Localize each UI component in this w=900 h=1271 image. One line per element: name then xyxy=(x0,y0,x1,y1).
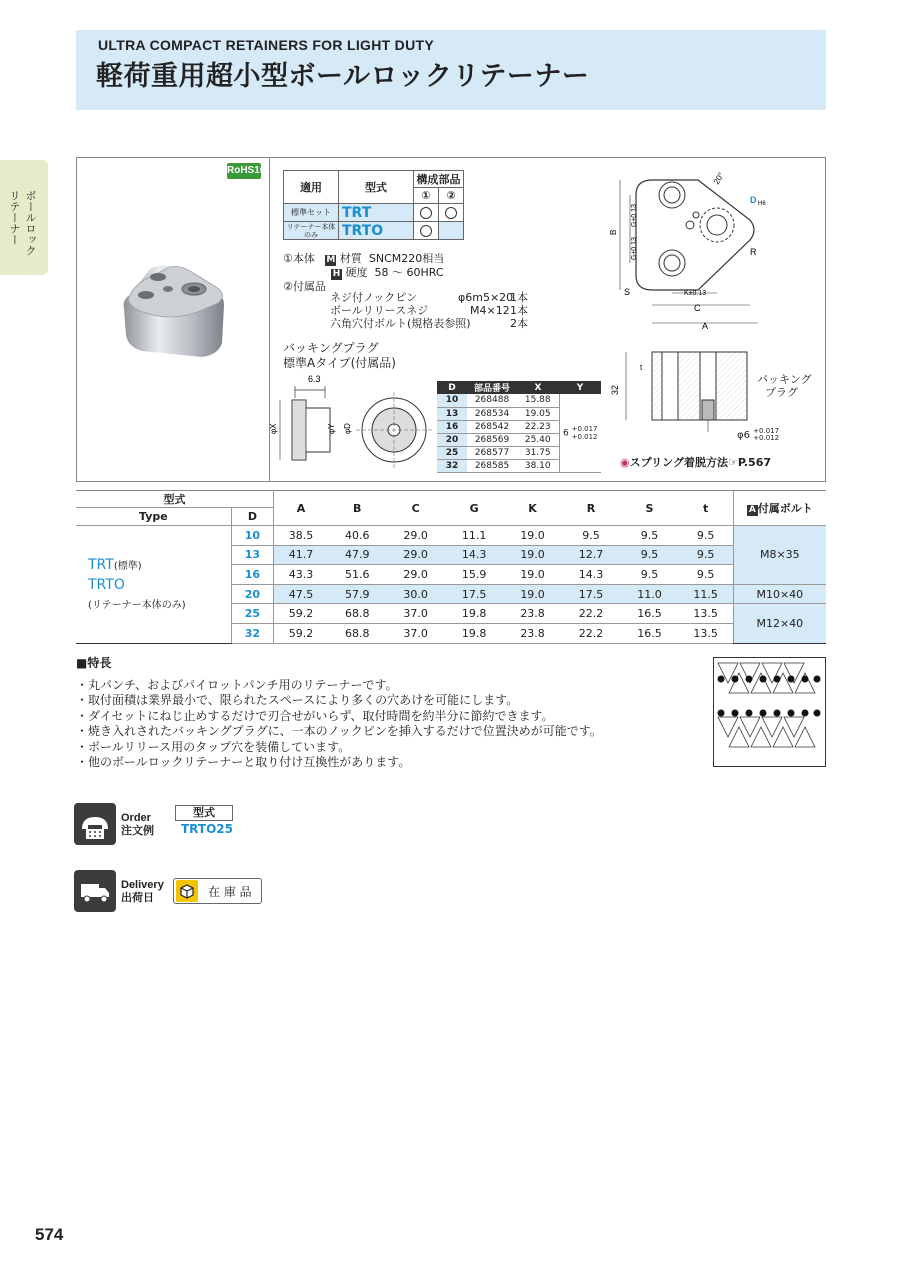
d-value: 16 xyxy=(231,565,273,585)
plug-part: 268585 xyxy=(467,459,517,472)
plug-title-2: 標準Aタイプ(付属品) xyxy=(283,356,396,370)
type-trt-main[interactable]: TRT xyxy=(88,557,114,574)
svg-text:φY: φY xyxy=(327,423,336,434)
acc1-spec: φ6m5×20 xyxy=(458,291,514,304)
th-t: t xyxy=(679,491,733,526)
svg-text:C: C xyxy=(694,303,701,313)
th-bolt-label: 付属ボルト xyxy=(757,502,813,515)
hardness-value: 58 ～ 60HRC xyxy=(374,266,444,279)
retainer-top-view-drawing xyxy=(600,165,820,340)
plug-part: 268577 xyxy=(467,446,517,459)
spec-block xyxy=(283,252,444,293)
g-value: 15.9 xyxy=(445,565,503,585)
svg-text:G±0.13: G±0.13 xyxy=(631,204,638,227)
th-type: 型式 xyxy=(339,171,414,204)
s-value: 16.5 xyxy=(620,623,678,643)
c-value: 37.0 xyxy=(386,623,444,643)
spring-ref-page: P.567 xyxy=(737,456,772,469)
retainer-side-view-drawing xyxy=(600,340,750,450)
b-value: 57.9 xyxy=(328,584,386,604)
d-value: 10 xyxy=(231,526,273,546)
b-value: 68.8 xyxy=(328,623,386,643)
truck-icon xyxy=(74,870,116,912)
t-value: 13.5 xyxy=(679,604,733,624)
plug-th-x: X xyxy=(517,381,559,394)
plug-d: 25 xyxy=(437,446,467,459)
d-value: 20 xyxy=(231,584,273,604)
a-value: 59.2 xyxy=(274,623,328,643)
plug-part: 268488 xyxy=(467,394,517,407)
plug-d: 13 xyxy=(437,407,467,420)
acc3-qty: 2本 xyxy=(510,317,528,330)
th-b: B xyxy=(328,491,386,526)
layout-illustration xyxy=(713,657,826,767)
plug-th-y: Y xyxy=(559,381,601,394)
th-bolt xyxy=(733,491,826,526)
t-value: 13.5 xyxy=(679,623,733,643)
b-value: 40.6 xyxy=(328,526,386,546)
features-title: ■特長 xyxy=(76,656,112,670)
r-value: 22.2 xyxy=(562,604,620,624)
backing-plug-label xyxy=(757,373,812,399)
svg-text:D: D xyxy=(750,195,757,205)
plug-part: 268569 xyxy=(467,433,517,446)
r-value: 9.5 xyxy=(562,526,620,546)
th-r: R xyxy=(562,491,620,526)
accessory-list xyxy=(330,291,530,330)
k-value: 23.8 xyxy=(503,623,561,643)
c-value: 37.0 xyxy=(386,604,444,624)
plug-title-1: バッキングプラグ xyxy=(283,341,379,355)
type-trto[interactable]: TRTO xyxy=(339,222,414,240)
plug-table xyxy=(437,381,601,473)
plug-x: 38.10 xyxy=(517,459,559,472)
type-trto-main[interactable]: TRTO xyxy=(88,577,125,594)
a-value: 59.2 xyxy=(274,604,328,624)
d-value: 32 xyxy=(231,623,273,643)
spring-icon: ◉ xyxy=(620,456,630,469)
r-value: 12.7 xyxy=(562,545,620,565)
plug-y-tol-upper: +0.017 xyxy=(571,424,598,433)
spec-body: ①本体 xyxy=(283,252,315,265)
feature-item: ・焼き入れされたバッキングプラグに、一本のノックピンを挿入するだけで位置決めが可能です。 xyxy=(76,724,602,738)
apply-body-only: リテーナー本体のみ xyxy=(284,222,339,240)
k-value: 19.0 xyxy=(503,584,561,604)
th-type-jp: 型式 xyxy=(76,491,274,508)
plug-d: 20 xyxy=(437,433,467,446)
order-example[interactable]: TRTO25 xyxy=(181,822,233,836)
bolt-value: M12×40 xyxy=(733,604,826,643)
svg-text:B: B xyxy=(609,229,618,235)
order-label-en: Order xyxy=(121,812,151,824)
box-icon xyxy=(176,880,198,902)
label-plug: プラグ xyxy=(765,386,798,399)
stock-status-badge xyxy=(173,878,262,904)
material-value: SNCM220相当 xyxy=(368,252,445,265)
r-value: 17.5 xyxy=(562,584,620,604)
plug-x: 22.23 xyxy=(517,420,559,433)
g-value: 11.1 xyxy=(445,526,503,546)
section-side-tab[interactable] xyxy=(0,160,48,275)
c-value: 29.0 xyxy=(386,565,444,585)
plug-title xyxy=(283,341,396,371)
material-label: 材質 xyxy=(339,252,362,265)
k-value: 23.8 xyxy=(503,604,561,624)
t-value: 9.5 xyxy=(679,565,733,585)
feature-item: ・他のボールロックリテーナーと取り付け互換性があります。 xyxy=(76,755,411,769)
r-value: 22.2 xyxy=(562,623,620,643)
included-mark xyxy=(445,207,457,219)
stock-status-text: 在 庫 品 xyxy=(208,884,252,899)
phi6-dimension xyxy=(737,428,779,442)
g-value: 19.8 xyxy=(445,604,503,624)
hardness-label: 硬度 xyxy=(345,266,368,279)
t-value: 11.5 xyxy=(679,584,733,604)
svg-text:A: A xyxy=(702,321,709,331)
title-en: ULTRA COMPACT RETAINERS FOR LIGHT DUTY xyxy=(98,37,434,53)
s-value: 9.5 xyxy=(620,545,678,565)
plug-th-d: D xyxy=(437,381,467,394)
a-value: 38.5 xyxy=(274,526,328,546)
g-value: 19.8 xyxy=(445,623,503,643)
bolt-value: M10×40 xyxy=(733,584,826,604)
apply-standard: 標準セット xyxy=(284,204,339,222)
th-g: G xyxy=(445,491,503,526)
order-label-jp: 注文例 xyxy=(121,825,154,837)
svg-text:R: R xyxy=(750,247,757,257)
title-jp: 軽荷重用超小型ボールロックリテーナー xyxy=(96,61,590,92)
th-part2: ② xyxy=(439,188,464,204)
svg-text:t: t xyxy=(640,363,643,372)
feature-item: ・ダイセットにねじ止めするだけで刃合せがいらず、取付時間を約半分に節約できます。 xyxy=(76,708,554,723)
svg-text:φX: φX xyxy=(269,423,278,434)
type-trt-note: (標準) xyxy=(113,561,142,573)
svg-text:S: S xyxy=(624,287,631,297)
th-part1: ① xyxy=(414,188,439,204)
th-d: D xyxy=(231,508,273,526)
rohs-badge: RoHS10 xyxy=(227,163,261,179)
product-photo xyxy=(110,255,240,365)
k-value: 19.0 xyxy=(503,565,561,585)
plug-y xyxy=(559,394,601,472)
plug-d: 16 xyxy=(437,420,467,433)
k-value: 19.0 xyxy=(503,545,561,565)
s-value: 9.5 xyxy=(620,526,678,546)
svg-text:20°: 20° xyxy=(711,171,726,186)
hardness-icon: H xyxy=(332,269,341,279)
svg-text:φD: φD xyxy=(343,423,352,434)
plug-drawing xyxy=(270,372,430,462)
c-value: 29.0 xyxy=(386,545,444,565)
feature-item: ・ボールリリース用のタップ穴を装備しています。 xyxy=(76,739,351,754)
page-ref-icon: ☞ xyxy=(727,456,738,469)
dimensions-table xyxy=(76,490,826,644)
dim-32: 32 xyxy=(610,384,620,395)
bolt-value: M8×35 xyxy=(733,526,826,585)
t-value: 9.5 xyxy=(679,526,733,546)
acc1-name: ネジ付ノックピン xyxy=(330,291,418,304)
delivery-label-jp: 出荷日 xyxy=(121,892,154,904)
acc3-name: 六角穴付ボルト(規格表参照) xyxy=(330,317,471,330)
s-value: 9.5 xyxy=(620,565,678,585)
a-value: 47.5 xyxy=(274,584,328,604)
plug-y-value: 6 xyxy=(562,428,569,439)
included-mark xyxy=(420,225,432,237)
r-value: 14.3 xyxy=(562,565,620,585)
k-value: 19.0 xyxy=(503,526,561,546)
features-section xyxy=(76,656,602,771)
plug-x: 19.05 xyxy=(517,407,559,420)
type-trto-note: (リテーナー本体のみ) xyxy=(88,600,186,612)
type-cell xyxy=(76,526,231,644)
d-value: 25 xyxy=(231,604,273,624)
plug-x: 15.88 xyxy=(517,394,559,407)
spring-reference[interactable] xyxy=(620,454,771,470)
plug-y-tol-lower: +0.012 xyxy=(571,432,598,441)
delivery-label-en: Delivery xyxy=(121,879,164,891)
acc2-name: ボールリリースネジ xyxy=(330,304,429,317)
th-apply: 適用 xyxy=(284,171,339,204)
svg-text:K±0.13: K±0.13 xyxy=(684,290,707,297)
plug-part: 268542 xyxy=(467,420,517,433)
plug-d: 32 xyxy=(437,459,467,472)
a-value: 41.7 xyxy=(274,545,328,565)
type-table xyxy=(283,170,464,240)
plug-x: 25.40 xyxy=(517,433,559,446)
svg-text:H6: H6 xyxy=(758,201,766,207)
order-type-header: 型式 xyxy=(175,805,233,821)
phi6-value: φ6 xyxy=(737,430,750,441)
th-c: C xyxy=(386,491,444,526)
th-s: S xyxy=(620,491,678,526)
delivery-label xyxy=(121,879,164,905)
acc1-qty: 1本 xyxy=(510,291,528,304)
plug-part: 268534 xyxy=(467,407,517,420)
plug-d: 10 xyxy=(437,394,467,407)
g-value: 14.3 xyxy=(445,545,503,565)
th-k: K xyxy=(503,491,561,526)
phone-icon xyxy=(74,803,116,845)
spec-accessories: ②付属品 xyxy=(283,280,326,293)
label-backing: バッキング xyxy=(757,373,812,386)
bolt-icon: A xyxy=(747,505,758,516)
phi6-tol-lo: +0.012 xyxy=(753,434,780,442)
b-value: 47.9 xyxy=(328,545,386,565)
order-label xyxy=(121,812,154,838)
d-value: 13 xyxy=(231,545,273,565)
b-value: 68.8 xyxy=(328,604,386,624)
material-icon: M xyxy=(326,255,336,265)
side-tab-line1: ボールロック xyxy=(24,190,37,256)
th-a: A xyxy=(274,491,328,526)
plug-th-part: 部品番号 xyxy=(467,381,517,394)
th-type-en: Type xyxy=(76,508,231,526)
acc2-spec: M4×12 xyxy=(470,304,510,317)
feature-item: ・丸パンチ、およびパイロットパンチ用のリテーナーです。 xyxy=(76,677,398,692)
c-value: 29.0 xyxy=(386,526,444,546)
spring-ref-text: スプリング着脱方法 xyxy=(629,456,728,469)
page-number: 574 xyxy=(35,1225,64,1244)
side-tab-line2: リテーナー xyxy=(8,190,21,245)
acc2-qty: 1本 xyxy=(510,304,528,317)
b-value: 51.6 xyxy=(328,565,386,585)
c-value: 30.0 xyxy=(386,584,444,604)
th-parts: 構成部品 xyxy=(414,171,464,188)
t-value: 9.5 xyxy=(679,545,733,565)
s-value: 16.5 xyxy=(620,604,678,624)
type-trt[interactable]: TRT xyxy=(339,204,414,222)
plug-dim-63: 6.3 xyxy=(308,374,321,384)
page-header xyxy=(76,30,826,110)
plug-x: 31.75 xyxy=(517,446,559,459)
s-value: 11.0 xyxy=(620,584,678,604)
svg-text:G±0.13: G±0.13 xyxy=(631,237,638,260)
included-mark xyxy=(420,207,432,219)
phi6-tol-up: +0.017 xyxy=(753,427,780,435)
feature-item: ・取付面積は業界最小で、限られたスペースにより多くの穴あけを可能にします。 xyxy=(76,693,519,707)
g-value: 17.5 xyxy=(445,584,503,604)
a-value: 43.3 xyxy=(274,565,328,585)
